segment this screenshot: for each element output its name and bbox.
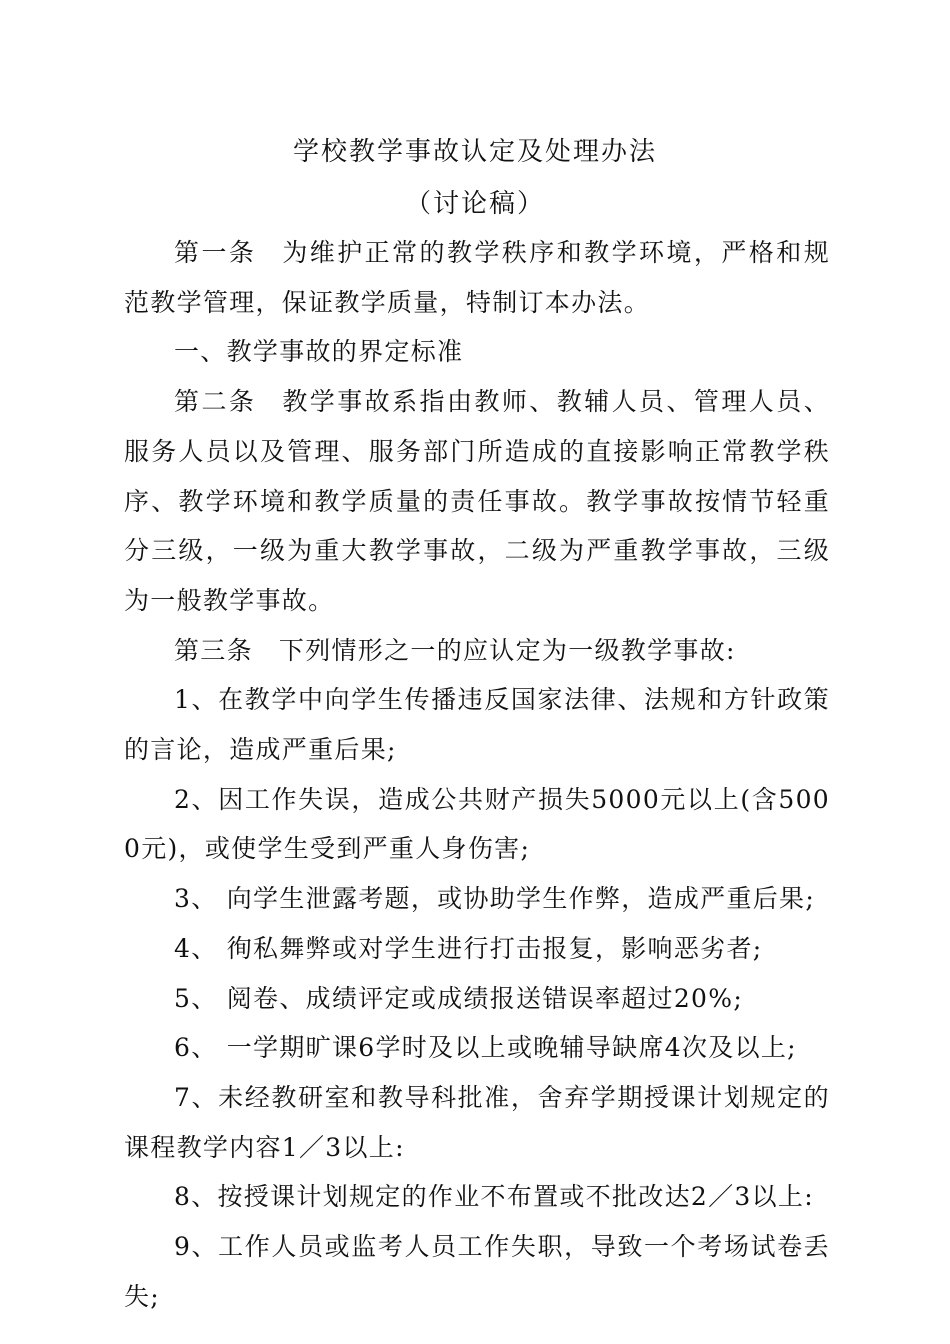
document-subtitle: （讨论稿） <box>404 189 545 219</box>
paragraph-article-2 <box>124 377 830 626</box>
paragraph-article-1 <box>124 228 830 327</box>
article-heading: 第二条 <box>174 387 257 417</box>
list-item <box>124 1222 830 1321</box>
paragraph-text: 9、工作人员或监考人员工作失职，导致一个考场试卷丢失; <box>124 1232 830 1311</box>
paragraph-text: 3、 向学生泄露考题，或协助学生作弊，造成严重后果; <box>174 884 816 914</box>
list-item <box>124 1023 830 1073</box>
paragraph-text: 下列情形之一的应认定为一级教学事故: <box>278 635 736 665</box>
paragraph-text: 6、 一学期旷课6学时及以上或晚辅导缺席4次及以上; <box>174 1033 797 1063</box>
list-item <box>124 1073 830 1172</box>
list-item <box>124 775 830 874</box>
list-item <box>124 974 830 1024</box>
paragraph-text: 2、因工作失误，造成公共财产损失5000元以上(含5000元)，或使学生受到严重人身伤害; <box>124 784 830 864</box>
document-title: 学校教学事故认定及处理办法 <box>292 137 657 167</box>
paragraph-text: 一、教学事故的界定标准 <box>174 337 464 367</box>
list-item <box>124 675 830 774</box>
paragraph-text: 为维护正常的教学秩序和教学环境，严格和规范教学管理，保证教学质量，特制订本办法。 <box>124 238 830 317</box>
paragraph-text: 1、在教学中向学生传播违反国家法律、法规和方针政策的言论，造成严重后果; <box>124 685 830 765</box>
paragraph-text: 7、未经教研室和教导科批准，舍弃学期授课计划规定的课程教学内容1／3以上: <box>124 1082 830 1162</box>
paragraph-text: 4、 徇私舞弊或对学生进行打击报复，影响恶劣者; <box>174 933 763 963</box>
paragraph-text: 8、按授课计划规定的作业不布置或不批改达2／3以上: <box>174 1182 814 1212</box>
list-item <box>124 874 830 924</box>
paragraph-text: 5、 阅卷、成绩评定或成绩报送错误率超过20%; <box>174 983 744 1013</box>
article-heading: 第一条 <box>174 238 257 267</box>
paragraph-text: 教学事故系指由教师、教辅人员、管理人员、服务人员以及管理、服务部门所造成的直接影响正常教学秩序、教学环境和教学质量的责任事故。教学事故按情节轻重分三级，一级为重大教学事故，二级为严重教学事故，三级为一般教学事故。 <box>124 387 830 615</box>
list-item <box>124 924 830 974</box>
list-item <box>124 1172 830 1222</box>
document-body <box>124 228 830 1321</box>
paragraph-article-3 <box>124 626 830 676</box>
section-heading <box>124 327 830 377</box>
article-heading: 第三条 <box>174 635 253 665</box>
